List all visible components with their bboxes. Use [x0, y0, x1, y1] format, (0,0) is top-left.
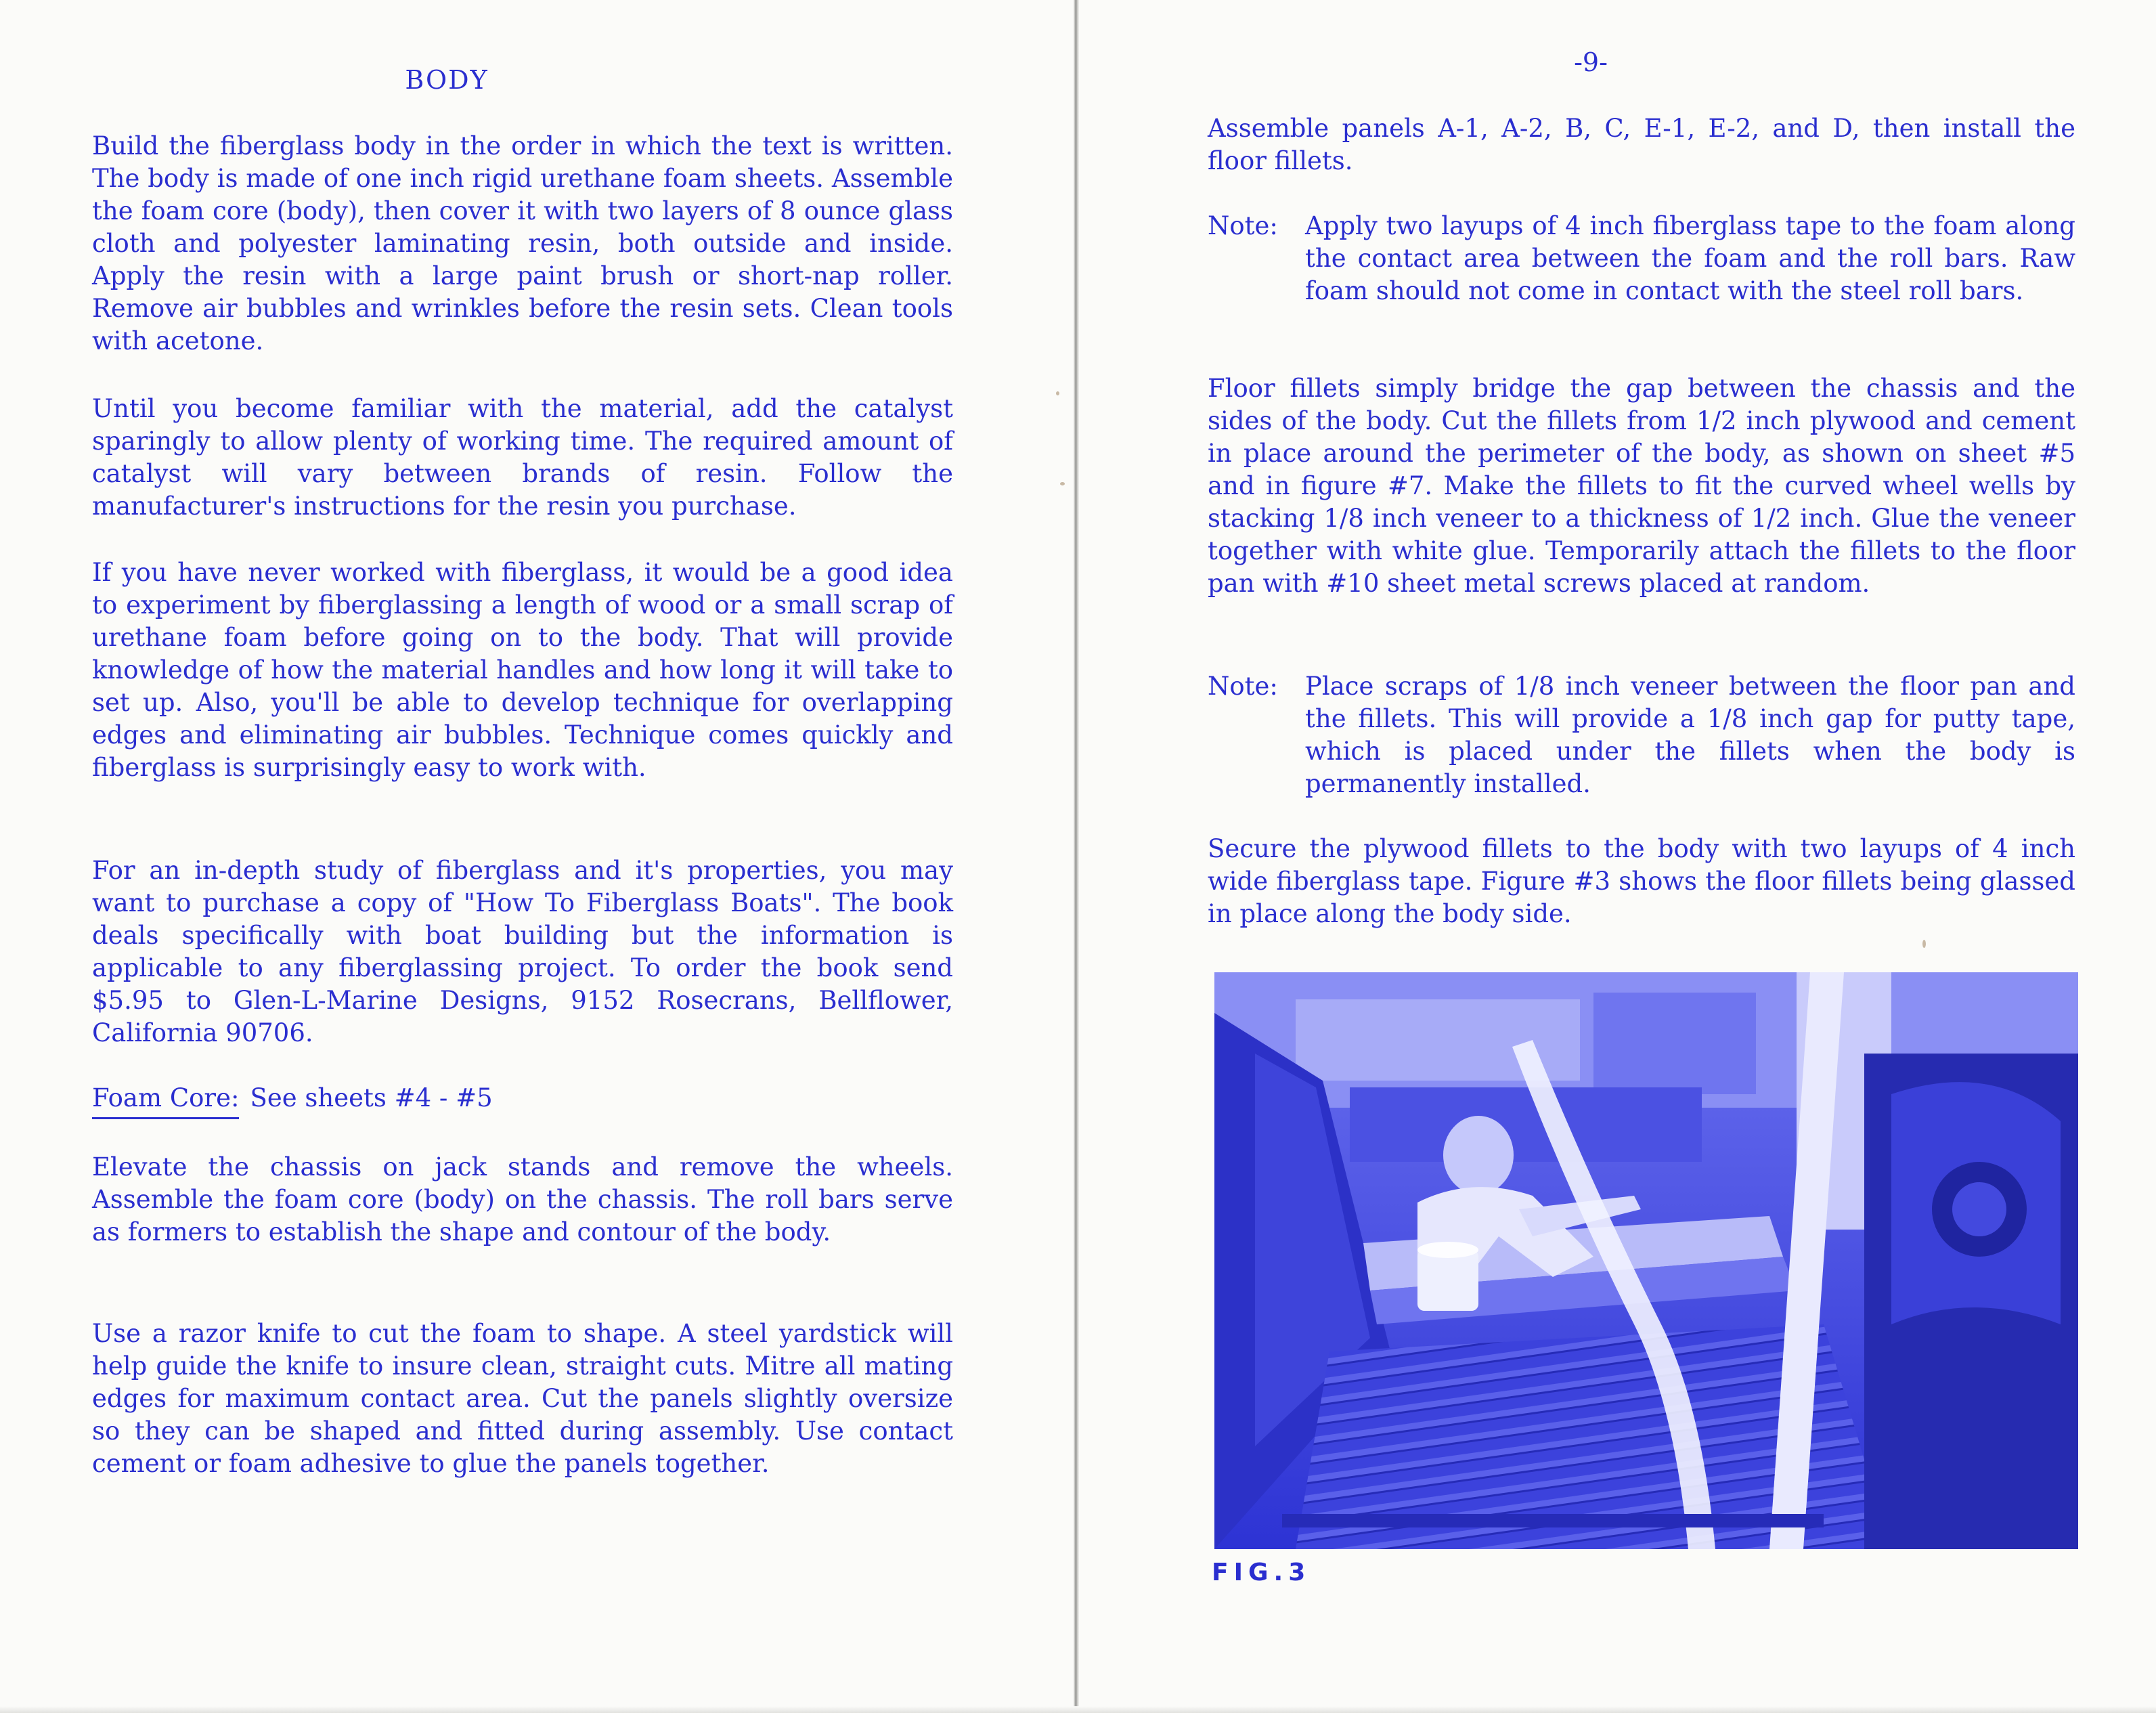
figure-3-photo: [1214, 972, 2078, 1549]
section-heading: BODY: [405, 65, 489, 95]
paragraph-text: Build the fiberglass body in the order in which the text is written. The body is made of one inch rigid urethane foam sheets. Assemble the foam core (body), then cover it with two layers of 8 ounce glass cloth and polyester laminating resin, both outside and inside. Apply the resin with a large paint brush or short-nap roller. Remove air bubbles and wrinkles before the resin sets. Clean tools with acetone.: [92, 131, 953, 355]
note-text: Place scraps of 1/8 inch veneer between the floor pan and the fillets. This will provide a 1/8 inch gap for putty tape, which is placed under the fillets when the body is permanently installed.: [1305, 672, 2075, 798]
page-bottom-edge: [0, 1706, 2156, 1713]
paragraph-floor-fillets: [1208, 372, 2075, 600]
paragraph-cutting: [92, 1318, 953, 1480]
paragraph-text: Assemble panels A-1, A-2, B, C, E-1, E-2, and D, then install the floor fillets.: [1208, 114, 2075, 175]
paragraph-text: Secure the plywood fillets to the body with two layups of 4 inch wide fiberglass tape. Figure #3 shows the floor fillets being glassed in place along the body side.: [1208, 834, 2075, 928]
page-number: -9-: [1574, 47, 1608, 77]
note-text: Apply two layups of 4 inch fiberglass tape to the foam along the contact area between the foam and the roll bars. Raw foam should not come in contact with the steel roll bars.: [1305, 211, 2075, 305]
paragraph-catalyst: [92, 393, 953, 523]
paragraph-text: Until you become familiar with the material, add the catalyst sparingly to allow plenty of working time. The required amount of catalyst will vary between brands of resin. Follow the manufacturer's instructions for the resin you purchase.: [92, 394, 953, 521]
paragraph-chassis: [92, 1151, 953, 1249]
note-fiberglass-tape: [1208, 210, 2075, 345]
paragraph-text: If you have never worked with fiberglass, it would be a good idea to experiment by fiberglassing a length of wood or a small scrap of urethane foam before going on to the body. That will provide knowledge of how the material handles and how long it will take to set up. Also, you'll be able to develop technique for overlapping edges and eliminating air bubbles. Technique comes quickly and fiberglass is surprisingly easy to work with.: [92, 558, 953, 782]
paragraph-text: Elevate the chassis on jack stands and remove the wheels. Assemble the foam core (body) on the chassis. The roll bars serve as formers to establish the shape and contour of the body.: [92, 1152, 953, 1246]
figure-caption: FIG.3: [1212, 1559, 1311, 1586]
paragraph-build-order: [92, 130, 953, 357]
paragraph-text: Floor fillets simply bridge the gap between the chassis and the sides of the body. Cut the fillets from 1/2 inch plywood and cement in place around the perimeter of the body, as shown on sheet #5 and in figure #7. Make the fillets to fit the curved wheel wells by stacking 1/8 inch veneer to a thickness of 1/2 inch. Glue the veneer together with white glue. Temporarily attach the fillets to the floor pan with #10 sheet metal screws placed at random.: [1208, 374, 2075, 598]
note-veneer-scraps: [1208, 670, 2075, 806]
paragraph-experiment: [92, 557, 953, 784]
paragraph-assemble-panels: [1208, 112, 2075, 177]
paper-speck: [1060, 482, 1065, 485]
paragraph-secure-fillets: [1208, 833, 2075, 930]
foam-core-label: Foam Core:: [92, 1082, 239, 1119]
note-label: Note:: [1208, 672, 1278, 701]
foam-core-subheading: [92, 1082, 493, 1119]
workshop-photo-illustration: [1214, 972, 2078, 1549]
note-label: Note:: [1208, 211, 1278, 240]
paragraph-text: For an in-depth study of fiberglass and it's properties, you may want to purchase a copy of "How To Fiberglass Boats". The book deals specifically with boat building but the information is applicable to any fiberglassing project. To order the book send $5.95 to Glen-L-Marine Designs, 9152 Rosecrans, Bellflower, California 90706.: [92, 856, 953, 1047]
paragraph-text: Use a razor knife to cut the foam to shape. A steel yardstick will help guide the knife to insure clean, straight cuts. Mitre all mating edges for maximum contact area. Cut the panels slightly oversize so they can be shaped and fitted during assembly. Use contact cement or foam adhesive to glue the panels together.: [92, 1319, 953, 1478]
paragraph-reference-book: [92, 854, 953, 1049]
paper-speck: [1056, 391, 1059, 395]
paper-speck: [1922, 940, 1926, 948]
foam-core-sheets: See sheets #4 - #5: [250, 1083, 493, 1112]
book-gutter: [1074, 0, 1079, 1713]
